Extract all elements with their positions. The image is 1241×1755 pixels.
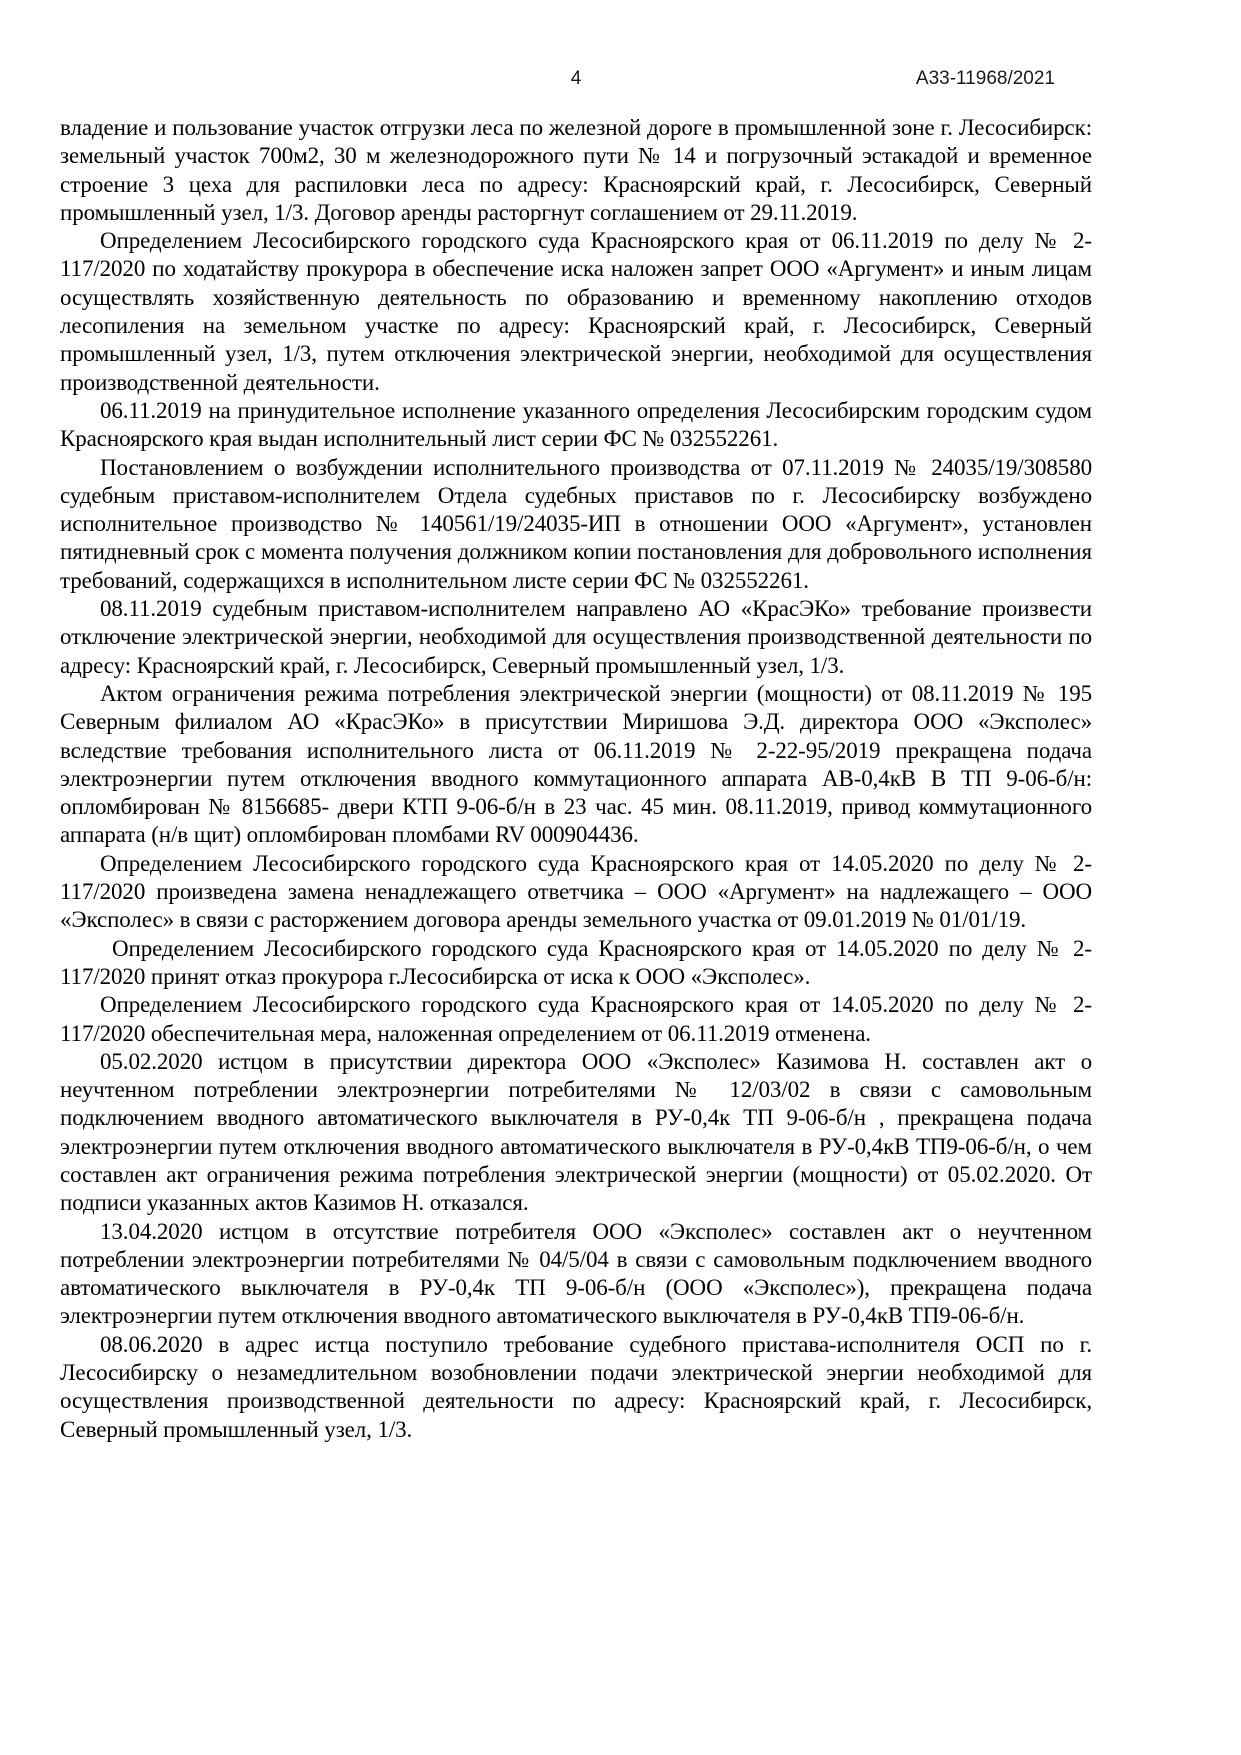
paragraph: Определением Лесосибирского городского суда Красноярского края от 06.11.2019 по делу № 2-117/2020 по ходатайству прокурора в обеспечение иска наложен запрет ООО «Аргумент» и иным лицам осуществлять хозяйственную деятельность по образованию и временному накоплению отходов лесопиления на земельном участке по адресу: Красноярский край, г. Лесосибирск, Северный промышленный узел, 1/3, путем отключения электрической энергии, необходимой для осуществления производственной деятельности. [60, 228, 1092, 395]
document-body [60, 114, 1092, 1444]
paragraph-continuation: владение и пользование участок отгрузки леса по железной дороге в промышленной зоне г. Лесосибирск: земельный участок 700м2, 30 м железнодорожного пути № 14 и погрузочный эстакадой и временное строение 3 цеха для распиловки леса по адресу: Красноярский край, г. Лесосибирск, Северный промышленный узел, 1/3. Договор аренды расторгнут соглашением от 29.11.2019. [60, 115, 1092, 225]
paragraph: Актом ограничения режима потребления электрической энергии (мощности) от 08.11.2019 № 195 Северным филиалом АО «КрасЭКо» в присутствии Миришова Э.Д. директора ООО «Эксполес» вследствие требования исполнительного листа от 06.11.2019 № 2-22-95/2019 прекращена подача электроэнергии путем отключения вводного коммутационного аппарата АВ-0,4кВ В ТП 9-06-б/н: опломбирован № 8156685- двери КТП 9-06-б/н в 23 час. 45 мин. 08.11.2019, привод коммутационного аппарата (н/в щит) опломбирован пломбами RV 000904436. [60, 680, 1092, 848]
paragraph: Постановлением о возбуждении исполнительного производства от 07.11.2019 № 24035/19/308580 судебным приставом-исполнителем Отдела судебных приставов по г. Лесосибирску возбуждено исполнительное производство № 140561/19/24035-ИП в отношении ООО «Аргумент», установлен пятидневный срок с момента получения должником копии постановления для добровольного исполнения требований, содержащихся в исполнительном листе серии ФС № 032552261. [60, 454, 1092, 593]
paragraph: 08.11.2019 судебным приставом-исполнителем направлено АО «КрасЭКо» требование произвести отключение электрической энергии, необходимой для осуществления производственной деятельности по адресу: Красноярский край, г. Лесосибирск, Северный промышленный узел, 1/3. [60, 596, 1092, 678]
paragraph: Определением Лесосибирского городского суда Красноярского края от 14.05.2020 по делу № 2-117/2020 обеспечительная мера, наложенная определением от 06.11.2019 отменена. [60, 992, 1092, 1046]
paragraph: Определением Лесосибирского городского суда Красноярского края от 14.05.2020 по делу № 2-117/2020 принят отказ прокурора г.Лесосибирска от иска к ООО «Эксполес». [60, 935, 1092, 989]
case-number: А33-11968/2021 [915, 68, 1055, 89]
paragraph: 06.11.2019 на принудительное исполнение указанного определения Лесосибирским городским судом Красноярского края выдан исполнительный лист серии ФС № 032552261. [60, 397, 1092, 452]
paragraph: 13.04.2020 истцом в отсутствие потребителя ООО «Эксполес» составлен акт о неучтенном потреблении электроэнергии потребителями № 04/5/04 в связи с самовольным подключением вводного автоматического выключателя в РУ-0,4к ТП 9-06-б/н (ООО «Эксполес»), прекращена подача электроэнергии путем отключения вводного автоматического выключателя в РУ-0,4кВ ТП9-06-б/н. [60, 1218, 1092, 1329]
paragraph: 08.06.2020 в адрес истца поступило требование судебного пристава-исполнителя ОСП по г. Лесосибирску о незамедлительном возобновлении подачи электрической энергии необходимой для осуществления производственной деятельности по адресу: Красноярский край, г. Лесосибирск, Северный промышленный узел, 1/3. [60, 1331, 1092, 1442]
page-header [0, 68, 1241, 94]
page-number: 4 [570, 68, 582, 89]
paragraph: Определением Лесосибирского городского суда Красноярского края от 14.05.2020 по делу № 2-117/2020 произведена замена ненадлежащего ответчика – ООО «Аргумент» на надлежащего – ООО «Эксполес» в связи с расторжением договора аренды земельного участка от 09.01.2019 № 01/01/19. [60, 850, 1092, 933]
paragraph: 05.02.2020 истцом в присутствии директора ООО «Эксполес» Казимова Н. составлен акт о неучтенном потреблении электроэнергии потребителями № 12/03/02 в связи с самовольным подключением вводного автоматического выключателя в РУ-0,4к ТП 9-06-б/н , прекращена подача электроэнергии путем отключения вводного автоматического выключателя в РУ-0,4кВ ТП9-06-б/н, о чем составлен акт ограничения режима потребления электрической энергии (мощности) от 05.02.2020. От подписи указанных актов Казимов Н. отказался. [60, 1048, 1092, 1216]
